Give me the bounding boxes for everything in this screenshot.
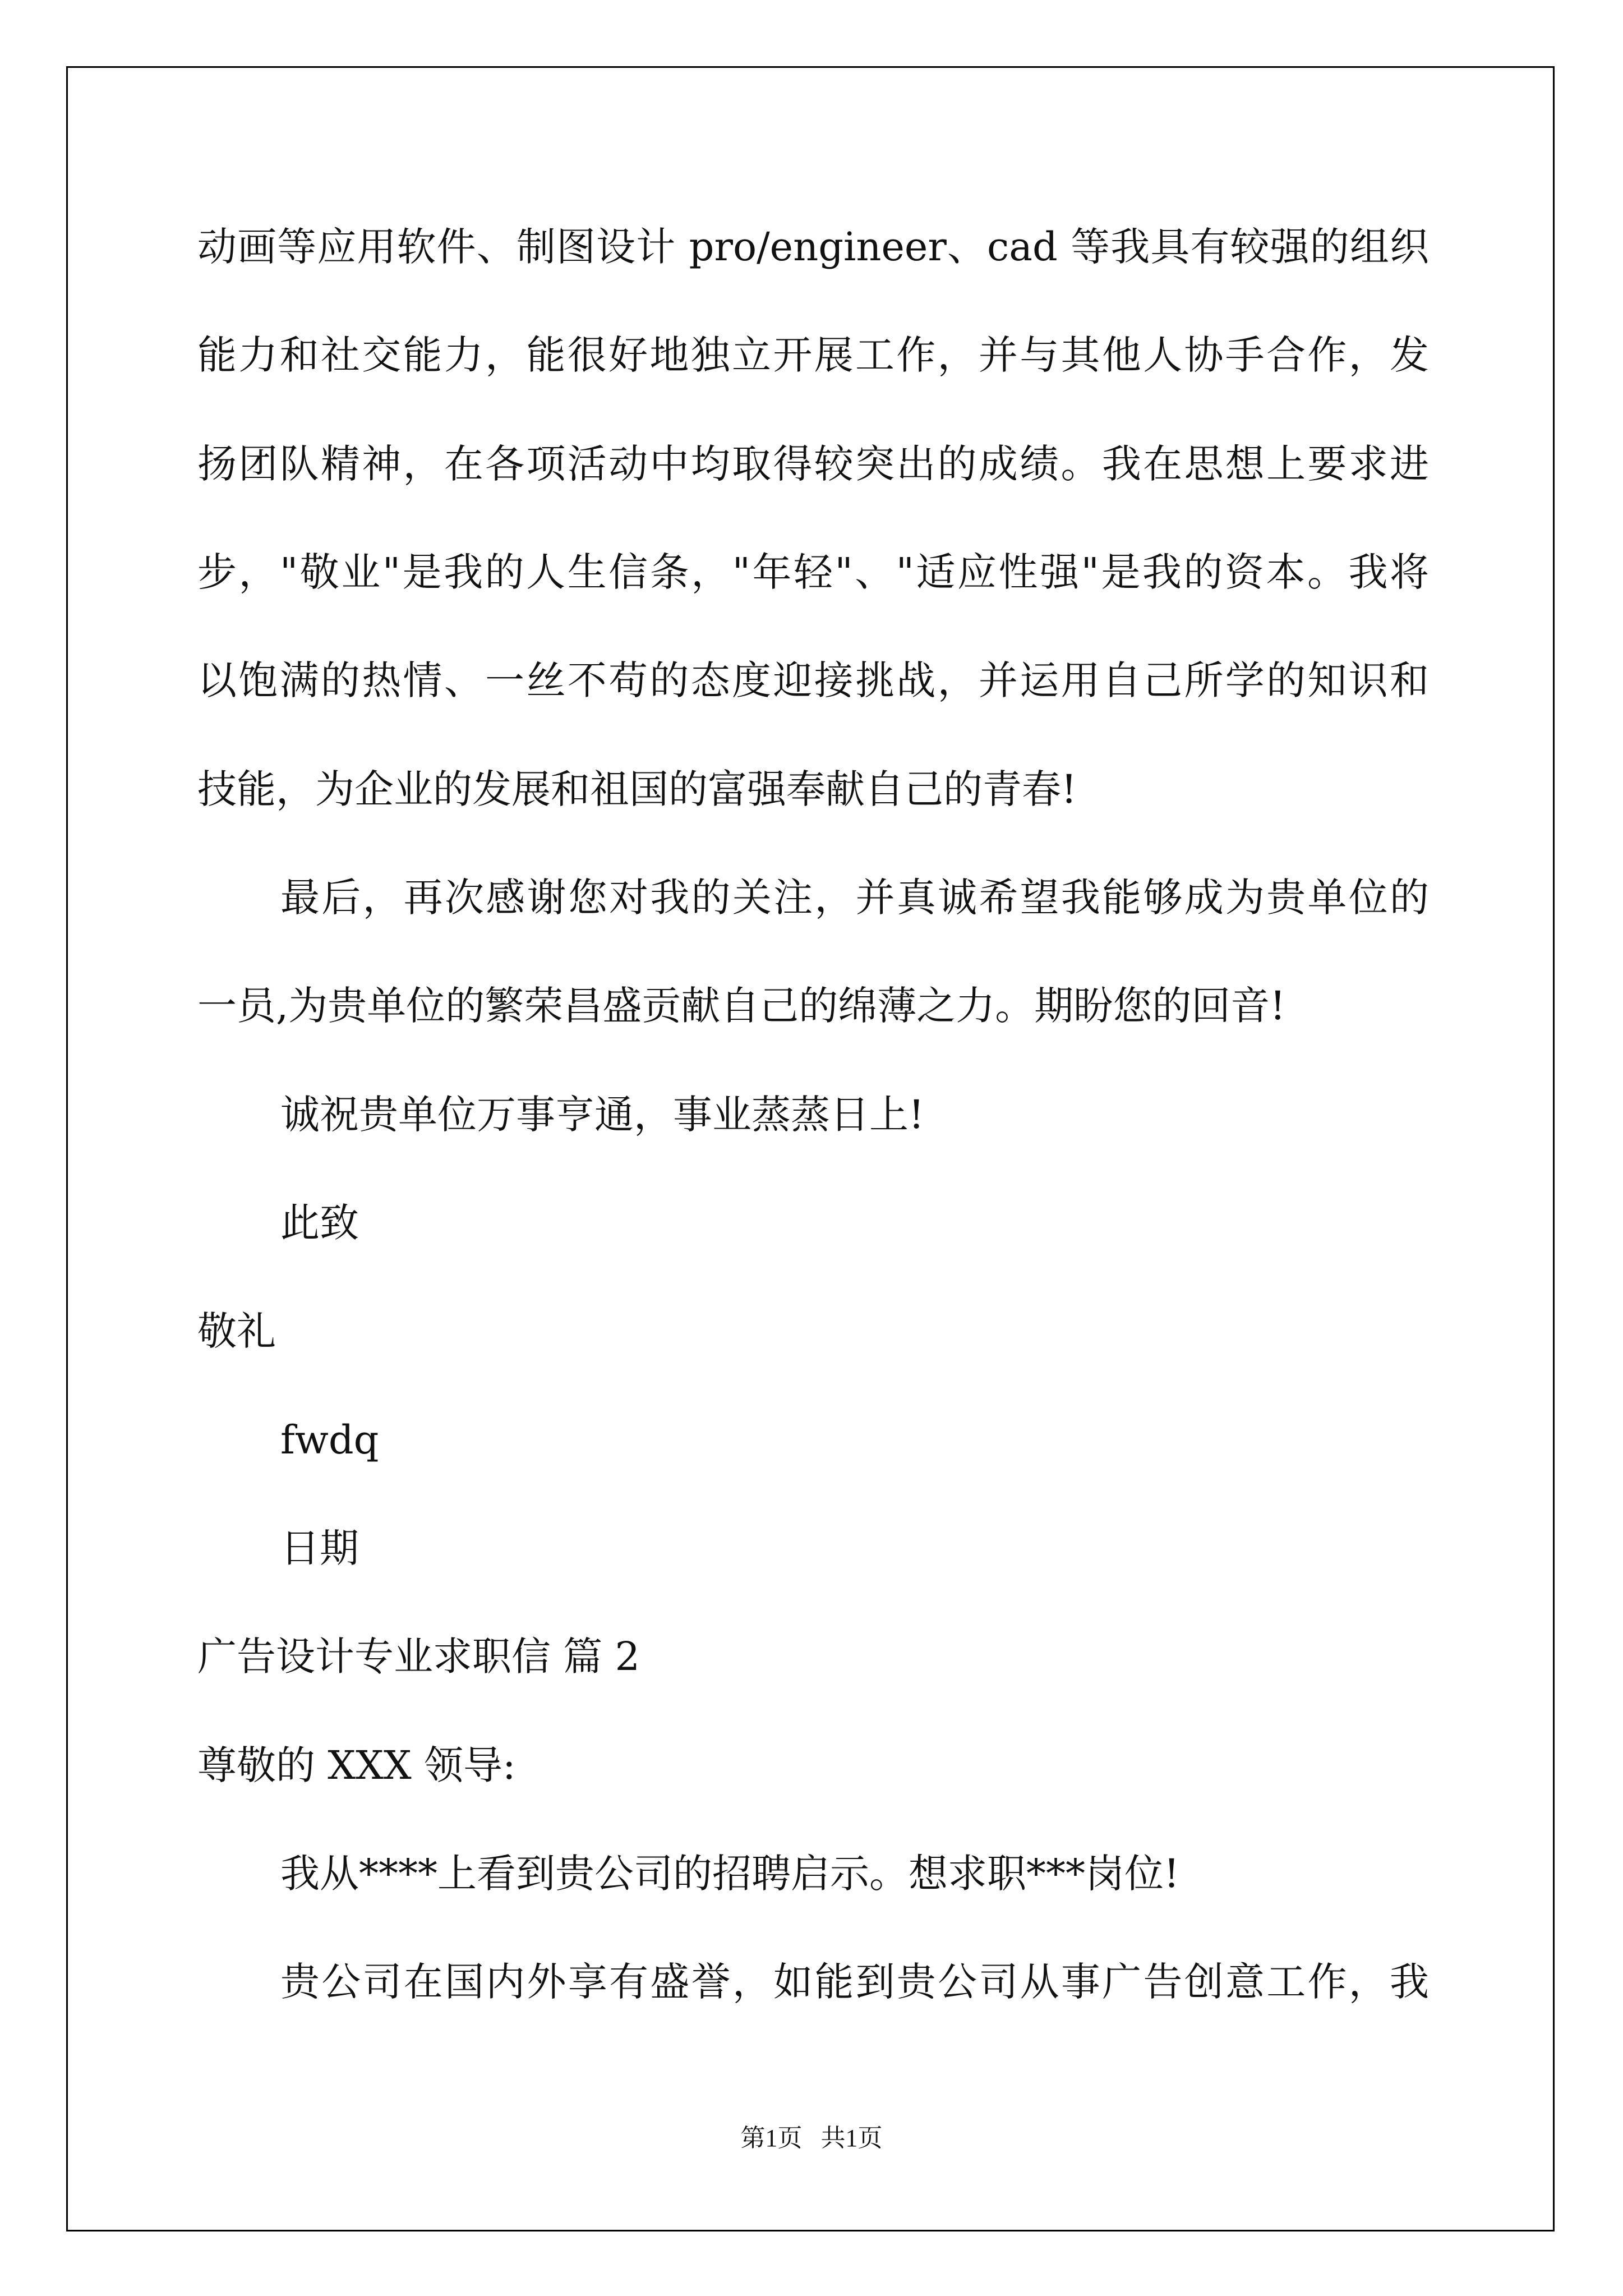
- paragraph-line-1: 动画等应用软件、制图设计 pro/engineer、cad 等我具有较强的组织: [197, 224, 1429, 270]
- body-line-company: 贵公司在国内外享有盛誉，如能到贵公司从事广告创意工作，我: [280, 1959, 1429, 2005]
- page-border: [66, 66, 1555, 2231]
- paragraph-line-6: 技能，为企业的发展和祖国的富强奉献自己的青春!: [197, 766, 1077, 812]
- greeting-line: 尊敬的 XXX 领导:: [197, 1742, 516, 1788]
- closing-paragraph-line-2: 一员,为贵单位的繁荣昌盛贡献自己的绵薄之力。期盼您的回音!: [197, 983, 1286, 1029]
- paragraph-line-2: 能力和社交能力，能很好地独立开展工作，并与其他人协手合作，发: [197, 332, 1429, 378]
- body-line-intro: 我从****上看到贵公司的招聘启示。想求职***岗位!: [280, 1851, 1180, 1897]
- paragraph-line-3: 扬团队精神，在各项活动中均取得较突出的成绩。我在思想上要求进: [197, 441, 1429, 487]
- page-footer: 第1页 共1页: [740, 2124, 883, 2152]
- salutation-cizhi: 此致: [280, 1200, 359, 1246]
- salutation-jingli: 敬礼: [197, 1308, 276, 1354]
- wishes-line: 诚祝贵单位万事亨通，事业蒸蒸日上!: [280, 1092, 925, 1138]
- signature-date: 日期: [280, 1525, 359, 1571]
- section-heading: 广告设计专业求职信 篇 2: [197, 1634, 640, 1680]
- signature-name: fwdq: [280, 1417, 379, 1463]
- paragraph-line-4: 步，"敬业"是我的人生信条，"年轻"、"适应性强"是我的资本。我将: [197, 549, 1429, 595]
- paragraph-line-5: 以饱满的热情、一丝不苟的态度迎接挑战，并运用自己所学的知识和: [197, 657, 1429, 703]
- closing-paragraph-line-1: 最后，再次感谢您对我的关注，并真诚希望我能够成为贵单位的: [280, 875, 1429, 921]
